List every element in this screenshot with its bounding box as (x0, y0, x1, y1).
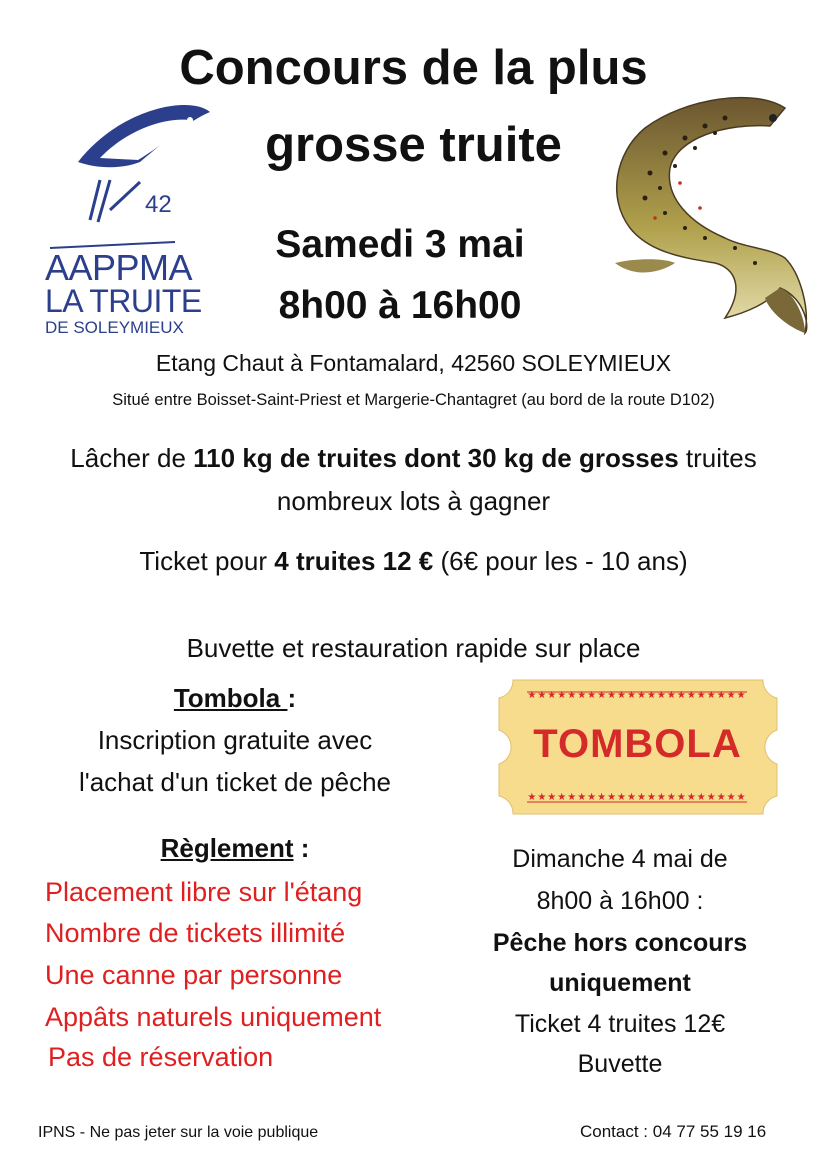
rules-heading-text: Règlement (160, 833, 294, 863)
ticket-bold: 4 truites 12 € (274, 546, 434, 576)
release-bold: 110 kg de truites dont 30 kg de grosses (193, 443, 679, 473)
fish-logo-icon (40, 100, 215, 250)
aappma-logo (40, 100, 215, 340)
svg-text:★★★★★★★★★★★★★★★★★★★★★★: ★★★★★★★★★★★★★★★★★★★★★★ (527, 690, 747, 701)
title-line-2: grosse truite (265, 118, 562, 172)
release-prefix: Lâcher de (70, 443, 194, 473)
sunday-line-3: Ticket 4 truites 12€ (514, 1010, 726, 1038)
title-line-1: Concours de la plus (179, 41, 648, 95)
refreshments-line: Buvette et restauration rapide sur place (186, 633, 641, 663)
rule-item: Placement libre sur l'étang (45, 877, 363, 907)
ticket-suffix: (6€ pour les - 10 ans) (433, 546, 688, 576)
rule-item: Nombre de tickets illimité (45, 918, 346, 948)
release-suffix: truites (678, 443, 757, 473)
tombola-heading (40, 683, 430, 714)
logo-name-line-2: LA TRUITE (45, 283, 202, 319)
rule-item: Pas de réservation (48, 1042, 274, 1072)
trout-illustration (605, 88, 815, 338)
logo-number: 42 (145, 191, 172, 218)
tombola-ticket-label: TOMBOLA (533, 722, 742, 766)
prizes-line: nombreux lots à gagner (276, 486, 551, 516)
rule-item: Appâts naturels uniquement (45, 1002, 382, 1032)
logo-name-line-3: DE SOLEYMIEUX (45, 318, 184, 337)
tombola-ticket (495, 676, 780, 818)
ticket-line (0, 546, 827, 577)
location-directions: Situé entre Boisset-Saint-Priest et Margerie-Chantagret (au bord de la route D102) (112, 391, 715, 409)
sunday-bold-1: Pêche hors concours (492, 929, 748, 957)
ticket-prefix: Ticket pour (139, 546, 275, 576)
footer-ipns: IPNS - Ne pas jeter sur la voie publique (38, 1124, 319, 1141)
tombola-heading-colon: : (287, 683, 297, 713)
sunday-line-1: Dimanche 4 mai de (512, 845, 728, 873)
svg-text:★★★★★★★★★★★★★★★★★★★★★★: ★★★★★★★★★★★★★★★★★★★★★★ (527, 792, 747, 803)
tombola-line-2: l'achat d'un ticket de pêche (78, 767, 392, 797)
tombola-line-1: Inscription gratuite avec (97, 725, 373, 755)
rules-heading (40, 833, 430, 864)
rule-item: Une canne par personne (45, 960, 343, 990)
sunday-line-4: Buvette (577, 1050, 663, 1078)
release-line (0, 443, 827, 474)
logo-name-line-1: AAPPMA (45, 247, 193, 288)
footer-contact: Contact : 04 77 55 19 16 (580, 1122, 767, 1141)
location-address: Etang Chaut à Fontamalard, 42560 SOLEYMIEUX (155, 350, 672, 376)
sunday-bold-2: uniquement (549, 969, 691, 997)
tombola-heading-text: Tombola (173, 683, 288, 713)
rules-heading-colon: : (293, 833, 310, 863)
trout-icon (605, 88, 815, 338)
event-hours: 8h00 à 16h00 (278, 284, 522, 327)
event-date: Samedi 3 mai (275, 223, 525, 266)
sunday-line-2: 8h00 à 16h00 : (536, 887, 704, 915)
